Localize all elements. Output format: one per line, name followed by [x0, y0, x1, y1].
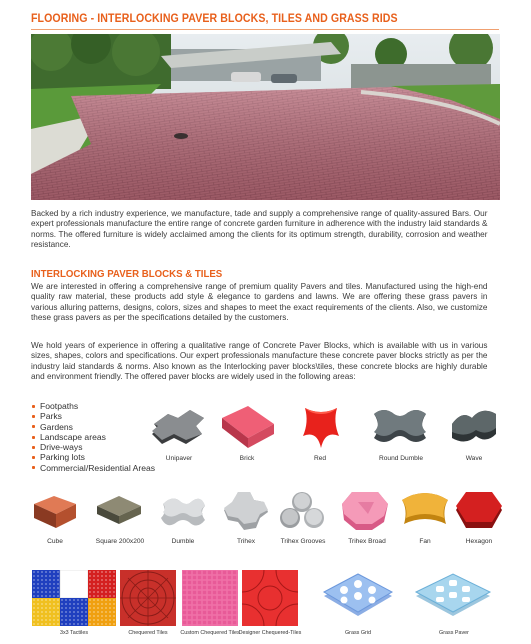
bullet-icon [32, 446, 35, 449]
list-item: Parking lots [32, 452, 155, 462]
product-caption: Fan [419, 538, 431, 545]
wave-image [446, 404, 502, 450]
section-title: INTERLOCKING PAVER BLOCKS & TILES [31, 268, 223, 280]
product-caption: Grass Paver [439, 630, 469, 636]
usage-areas-list [32, 401, 155, 473]
title-divider [31, 29, 499, 30]
product-caption: 3x3 Tactiles [59, 630, 89, 636]
bullet-icon [32, 405, 35, 408]
list-item: Drive-ways [32, 442, 155, 452]
hero-photo-paved-driveway [31, 34, 500, 200]
product-caption: Unipaver [165, 455, 193, 462]
product-caption: Trihex [236, 538, 256, 545]
fan-image [398, 488, 452, 534]
designer-chequered-tiles-image [242, 570, 298, 626]
list-item: Commercial/Residential Areas [32, 463, 155, 473]
product-caption: Designer Chequered-Tiles [238, 630, 302, 636]
product-caption: Grass Grid [344, 630, 372, 636]
product-caption: Dumble [171, 538, 195, 545]
product-caption: Hexagon [465, 538, 493, 545]
dumble-image [157, 490, 209, 534]
grass-paver-image [410, 572, 496, 626]
intro-paragraph: Backed by a rich industry experience, we manufacture, tade and supply a comprehensive range of quality-assured Bars. Our expert professionals manufacture the entire range of concrete garden furniture in adherence with the industry laid standards & norms. The offered furniture is widely acclaimed among the clients for its optimum strength, durability, corrosion and weather resistance. [31, 208, 488, 250]
product-caption: Round Dumble [379, 455, 423, 462]
bullet-icon [32, 436, 35, 439]
bullet-icon [32, 425, 35, 428]
trihex-broad-image [338, 488, 394, 534]
product-caption: Wave [465, 455, 483, 462]
trihex-grooves-image [278, 490, 328, 534]
cube-image [30, 492, 80, 532]
product-caption: Square 200x200 [95, 538, 145, 545]
chequered-tiles-image [120, 570, 176, 626]
page-title: FLOORING - INTERLOCKING PAVER BLOCKS, TILES AND GRASS RIDS [31, 13, 398, 25]
square-200x200-image [93, 492, 145, 532]
bullet-icon [32, 466, 35, 469]
list-item: Footpaths [32, 401, 155, 411]
unipaver-image [150, 404, 208, 450]
3x3-tactiles-image [32, 570, 116, 626]
list-item: Gardens [32, 422, 155, 432]
product-caption: Trihex Grooves [280, 538, 326, 545]
product-caption: Cube [47, 538, 63, 545]
round-dumble-image [370, 404, 430, 450]
list-item: Landscape areas [32, 432, 155, 442]
product-caption: Trihex Broad [348, 538, 386, 545]
section-paragraph-1: We are interested in offering a comprehensive range of premium quality Pavers and tiles. Manufactured using the high-end quality raw material, these products add style & elegance to gardens and lawns. We are offering these grass pavers in various alluring patterns, designs, colors, sizes and shapes to meet the exact requirements of the clients. Also, we customize these grass pavers as per the specifications detailed by the customers. [31, 281, 488, 323]
brick-image [218, 404, 276, 450]
custom-chequered-tiles-image [182, 570, 238, 626]
product-caption: Red [313, 455, 327, 462]
hexagon-image [454, 488, 504, 534]
bullet-icon [32, 415, 35, 418]
product-caption: Chequered Tiles [128, 630, 168, 636]
product-caption: Brick [239, 455, 255, 462]
bullet-icon [32, 456, 35, 459]
list-item: Parks [32, 411, 155, 421]
grass-grid-image [318, 572, 398, 626]
section-paragraph-2: We hold years of experience in offering a qualitative range of Concrete Paver Blocks, which is available with us in various sizes, shapes, colors and specifications. Our expert professionals manufacture these concrete paver blocks strictly as per the industry laid standards & norms. Also known as the Interlocking paver blocks\tiles, these concrete blocks are highly durable and environment friendly. The offered paver blocks are widely used in the following areas: [31, 340, 488, 382]
red-paver-image [295, 402, 347, 450]
trihex-image [220, 488, 272, 534]
product-caption: Custom Chequered Tiles [180, 630, 240, 636]
